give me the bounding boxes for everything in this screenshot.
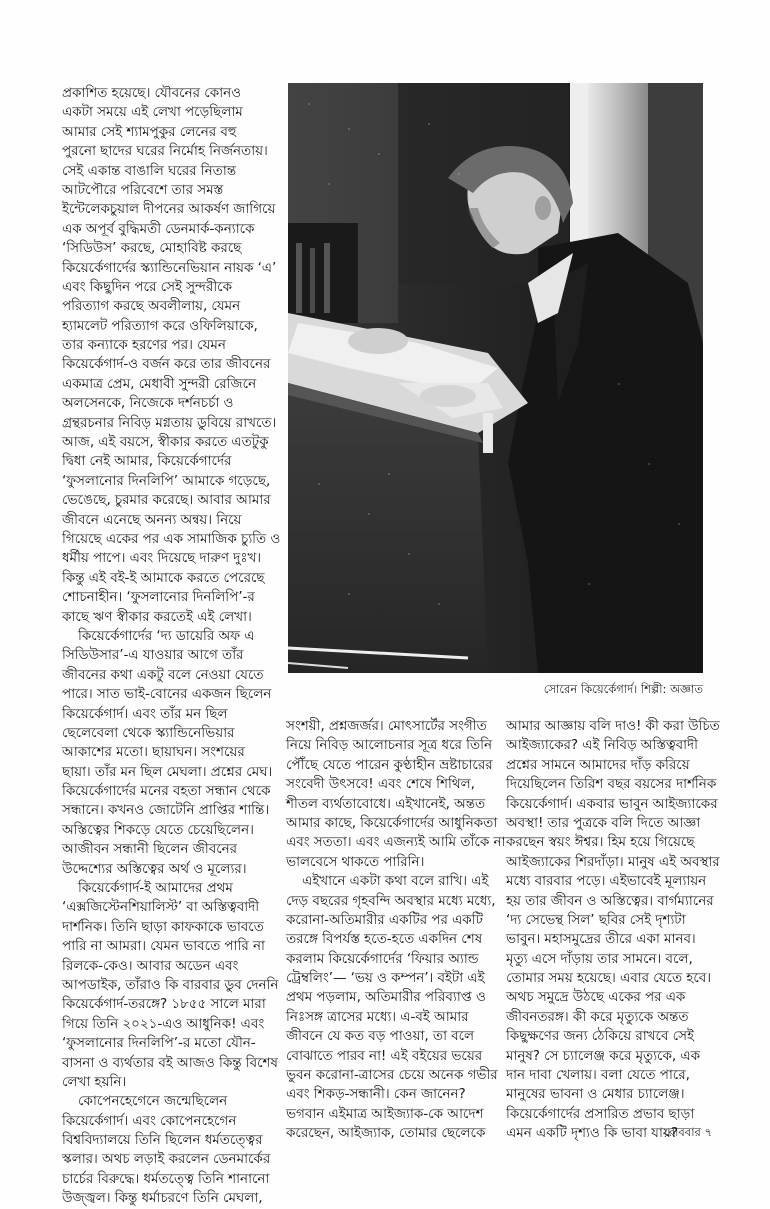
text-line: দান দাবা খেলায়। বলা যেতে পারে, bbox=[506, 1067, 690, 1084]
text-line: প্রথম পড়লাম, অতিমারীর পরিব্যাপ্ত ও bbox=[286, 989, 486, 1006]
text-line: আকাশের মতো। ছায়াঘন। সংশয়ের bbox=[62, 744, 245, 761]
text-line: গিয়ে তিনি ২০২১-এও আধুনিক! এবং bbox=[62, 1015, 265, 1032]
text-line: দার্শনিক। তিনি ছাড়া কাফকাকে ভাবতে bbox=[62, 918, 264, 935]
text-line: কিয়ের্কেগার্দের প্রসারিত প্রভাব ছাড়া bbox=[506, 1105, 695, 1122]
text-line: পারে। সাত ভাই-বোনের একজন ছিলেন bbox=[62, 686, 272, 703]
text-line: অবস্থা! তার পুত্রকে বলি দিতে আজ্ঞা bbox=[506, 814, 701, 831]
text-line: সংবেদী উৎসবে! এবং শেষে শিথিল, bbox=[286, 776, 475, 793]
article-column-middle bbox=[286, 717, 506, 1144]
text-line: তরঙ্গে বিপর্যস্ত হতে-হতে একদিন শেষ bbox=[286, 931, 483, 948]
portrait-painting bbox=[288, 83, 703, 673]
text-line: করলাম কিয়ের্কেগার্দের ‘ফিয়ার অ্যান্ড bbox=[286, 950, 479, 967]
text-line: আইজ্যাকের শিরদাঁড়া। মানুষ এই অবস্থার bbox=[506, 853, 720, 870]
text-line: ভাবুন। মহাসমুদ্রের তীরে একা মানব। bbox=[506, 931, 696, 948]
text-line: একমাত্র প্রেম, মেধাবী সুন্দরী রেজিনে bbox=[62, 375, 257, 392]
text-line: সিডিউসার’-এ যাওয়ার আগে তাঁর bbox=[62, 647, 244, 664]
text-line: ছেলেবেলা থেকে স্ক্যান্ডিনেভিয়ার bbox=[62, 724, 235, 741]
text-line: হয় তার জীবন ও অস্তিত্বের। বার্গম্যানের bbox=[506, 892, 714, 909]
text-line: এবং শিকড়-সন্ধানী। কেন জানেন? bbox=[286, 1086, 466, 1103]
painting-image bbox=[288, 83, 703, 673]
text-line: আমার কাছে, কিয়ের্কেগার্দের আধুনিকতা bbox=[286, 814, 498, 831]
text-line: ‘এক্সজিস্টেনশিয়ালিস্ট’ বা অস্তিত্ববাদী bbox=[62, 899, 260, 916]
text-line: এবং কিছুদিন পরে সেই সুন্দরীকে bbox=[62, 278, 232, 295]
text-line: উজ্জ্বল। কিন্তু ধর্মাচরণে তিনি মেঘলা, bbox=[62, 1190, 263, 1207]
text-line: কিয়ের্কেগার্দ-ই আমাদের প্রথম bbox=[78, 880, 233, 897]
text-line: রিলকে-কেও। আবার অডেন এবং bbox=[62, 957, 239, 974]
text-line: হ্যামলেট পরিত্যাগ করে ওফিলিয়াকে, bbox=[62, 317, 258, 334]
figure-caption: সোরেন কিয়ের্কেগার্দ। শিল্পী: অজ্ঞাত bbox=[543, 682, 703, 696]
text-line: ‘দ্য সেভেন্থ সিল’ ছবির সেই দৃশ্যটা bbox=[506, 911, 686, 928]
text-line: কিয়ের্কেগার্দ। এবং তাঁর মন ছিল bbox=[62, 705, 228, 722]
text-line: স্কলার। অথচ লড়াই করলেন ডেনমার্কের bbox=[62, 1151, 271, 1168]
text-line: প্রকাশিত হয়েছে। যৌবনের কোনও bbox=[62, 85, 242, 101]
article-column-left bbox=[62, 84, 284, 1209]
text-line: দ্বিধা নেই আমার, কিয়ের্কেগার্দের bbox=[62, 453, 232, 470]
text-line: বিশ্ববিদ্যালয়ে তিনি ছিলেন ধর্মতত্ত্বের bbox=[62, 1132, 263, 1149]
text-line: আপডাইক, তাঁরাও কি বারবার ডুব দেননি bbox=[62, 976, 279, 993]
text-line: একটা সময়ে এই লেখা পড়েছিলাম bbox=[62, 104, 243, 121]
text-line: কিয়ের্কেগার্দের মনের বহতা সন্ধান থেকে bbox=[62, 783, 271, 800]
text-line: এক অপূর্ব বুদ্ধিমতী ডেনমার্ক-কন্যাকে bbox=[62, 220, 255, 237]
text-line: মৃত্যু এসে দাঁড়ায় তার সামনে। বলে, bbox=[506, 950, 693, 967]
text-line: কাছে ঋণ স্বীকার করতেই এই লেখা। bbox=[62, 608, 252, 625]
text-line: অথচ সমুদ্রে উঠছে একের পর এক bbox=[506, 989, 686, 1006]
text-line: গিয়েছে একের পর এক সামাজিক চ্যুতি ও bbox=[62, 530, 281, 547]
article-column-right bbox=[506, 717, 720, 1144]
text-line: আইজ্যাকের? এই নিবিড় অস্তিত্ববাদী bbox=[506, 737, 698, 754]
text-line: কিয়ের্কেগার্দ-ও বর্জন করে তার জীবনের bbox=[62, 356, 271, 373]
text-line: উদ্দেশ্যের অস্তিত্বের অর্থ ও মূল্যের। bbox=[62, 860, 247, 877]
text-line: অলসেনকে, নিজেকে দর্শনচর্চা ও bbox=[62, 395, 234, 412]
text-line: এমন একটি দৃশ্যও কি ভাবা যায়? bbox=[506, 1125, 678, 1142]
text-line: তার কন্যাকে হরণের পর। যেমন bbox=[62, 337, 226, 354]
text-line: শীতল ব্যর্থতাবোধে। এইখানেই, অন্তত bbox=[286, 795, 486, 812]
text-line: ভগবান এইমাত্র আইজ্যাক-কে আদেশ bbox=[286, 1105, 484, 1122]
text-line: কিয়ের্কেগার্দ। এবং কোপেনহেগেন bbox=[62, 1112, 237, 1129]
text-line: আমার সেই শ্যামপুকুর লেনের বহু bbox=[62, 123, 237, 140]
text-line: করোনা-অতিমারীর একটির পর একটি bbox=[286, 911, 483, 928]
text-line: নিঃসঙ্গ ত্রাসের মধ্যে। এ-বই আমার bbox=[286, 1008, 469, 1025]
text-line: মানুষ? সে চ্যালেঞ্জ করে মৃত্যুকে, এক bbox=[506, 1047, 701, 1064]
text-line: ভেঙেছে, চুরমার করেছে। আবার আমার bbox=[62, 492, 271, 509]
text-line: আজীবন সন্ধানী ছিলেন জীবনের bbox=[62, 841, 238, 858]
text-line: কোপেনহেগেনে জন্মেছিলেন bbox=[78, 1093, 228, 1110]
text-line: কিয়ের্কেগার্দ। একবার ভাবুন আইজ্যাকের bbox=[506, 795, 718, 812]
text-line: জীবনের কথা একটু বলে নেওয়া যেতে bbox=[62, 666, 264, 683]
text-line: পৌঁছে যেতে পারেন কুণ্ঠাহীন ভ্রষ্টাচারের bbox=[286, 756, 493, 773]
text-line: ধর্মীয় পাপে। এবং দিয়েছে দারুণ দুঃখ। bbox=[62, 550, 262, 567]
text-line: পুরনো ছাদের ঘরের নির্মোহ নির্জনতায়। bbox=[62, 143, 268, 160]
text-line: ভুবন করোনা-ত্রাসের চেয়ে অনেক গভীর bbox=[286, 1067, 498, 1084]
text-line: সংশয়ী, প্রশ্নজর্জর। মোৎসার্টের সংগীত bbox=[286, 718, 487, 734]
text-line: পারি না আমরা। যেমন ভাবতে পারি না bbox=[62, 938, 265, 955]
text-line: জীবনে যে কত বড় পাওয়া, তা বলে bbox=[286, 1028, 475, 1045]
text-line: জীবনে এনেছে অনন্য অন্বয়। নিয়ে bbox=[62, 511, 242, 528]
text-line: এইখানে একটা কথা বলে রাখি। এই bbox=[302, 873, 489, 890]
text-line: জীবনতরঙ্গ। কী করে মৃত্যুকে অন্তত bbox=[506, 1008, 689, 1025]
text-line: ‘ফুসলানোর দিনলিপি’-র মতো যৌন- bbox=[62, 1035, 256, 1052]
text-line: চার্চের বিরুদ্ধে। ধর্মতত্ত্বে তিনি শানানো bbox=[62, 1170, 270, 1187]
text-line: ইন্টেলেকচুয়াল দীপনের আকর্ষণ জাগিয়ে bbox=[62, 201, 276, 218]
text-line: আটপৌরে পরিবেশে তার সমস্ত bbox=[62, 181, 224, 198]
text-line: কিন্তু এই বই-ই আমাকে করতে পেরেছে bbox=[62, 569, 265, 586]
text-line: তোমার সময় হয়েছে। এবার যেতে হবে। bbox=[506, 970, 712, 987]
text-line: সন্ধানে। কখনও জোটেনি প্রাপ্তির শান্তি। bbox=[62, 802, 270, 819]
text-line: লেখা হয়নি। bbox=[62, 1073, 127, 1090]
text-line: দিয়েছিলেন তিরিশ বছর বয়সের দার্শনিক bbox=[506, 776, 717, 793]
text-line: আজ, এই বয়সে, স্বীকার করতে এতটুকু bbox=[62, 434, 269, 451]
text-line: গ্রন্থরচনার নিবিড় মগ্নতায় ডুবিয়ে রাখতে। bbox=[62, 414, 277, 431]
text-line: এবং সততা। এবং এজন্যই আমি তাঁকে না bbox=[286, 834, 506, 851]
text-line: সেই একান্ত বাঙালি ঘরের নিতান্ত bbox=[62, 162, 236, 179]
text-line: কিয়ের্কেগার্দের ‘দ্য ডায়েরি অফ এ bbox=[78, 627, 255, 644]
text-line: মধ্যে বারবার পড়ে। এইভাবেই মূল্যায়ন bbox=[506, 873, 707, 890]
text-line: কিয়ের্কেগার্দ-তরঙ্গে? ১৮৫৫ সালে মারা bbox=[62, 996, 266, 1013]
text-line: কিয়ের্কেগার্দের স্ক্যান্ডিনেভিয়ান নায়ক ‘এ’ bbox=[62, 259, 277, 276]
text-line: করেছেন, আইজ্যাক, তোমার ছেলেকে bbox=[286, 1125, 486, 1142]
text-line: করছেন স্বয়ং ঈশ্বর। হিম হয়ে গিয়েছে bbox=[506, 834, 695, 851]
text-line: পরিত্যাগ করছে অবলীলায়, যেমন bbox=[62, 298, 241, 315]
text-line: নিয়ে নিবিড় আলোচনার সূত্র ধরে তিনি bbox=[286, 737, 493, 754]
text-line: বোঝাতে পারব না! এই বইয়ের ভয়ের bbox=[286, 1047, 483, 1064]
text-line: ভালবেসে থাকতে পারিনি। bbox=[286, 853, 425, 870]
text-line: মানুষের ভাবনা ও মেধার চ্যালেঞ্জ। bbox=[506, 1086, 685, 1103]
text-line: আমার আজ্ঞায় বলি দাও! কী করা উচিত bbox=[506, 718, 720, 734]
text-line: ছায়া। তাঁর মন ছিল মেঘলা। প্রশ্নের মেঘ। bbox=[62, 763, 273, 780]
text-line: কিছুক্ষণের জন্য ঠেকিয়ে রাখবে সেই bbox=[506, 1028, 695, 1045]
text-line: ট্রেম্বলিং’— ‘ভয় ও কম্পন’। বইটা এই bbox=[286, 970, 485, 987]
text-line: ‘ফুসলানোর দিনলিপি’ আমাকে গড়েছে, bbox=[62, 472, 271, 489]
text-line: ‘সিডিউস’ করছে, মোহাবিষ্ট করছে bbox=[62, 240, 242, 257]
text-line: অস্তিত্বের শিকড়ে যেতে চেয়েছিলেন। bbox=[62, 821, 254, 838]
text-line: দেড় বছরের গৃহবন্দি অবস্থার মধ্যে মধ্যে, bbox=[286, 892, 496, 909]
page-footer-label: রোববার ৭ bbox=[664, 1125, 712, 1139]
text-line: বাসনা ও ব্যর্থতার বই আজও কিন্তু বিশেষ bbox=[62, 1054, 278, 1071]
text-line: শোচনাহীন। ‘ফুসলানোর দিনলিপি’-র bbox=[62, 589, 255, 606]
text-line: প্রশ্নের সামনে আমাদের দাঁড় করিয়ে bbox=[506, 756, 690, 773]
